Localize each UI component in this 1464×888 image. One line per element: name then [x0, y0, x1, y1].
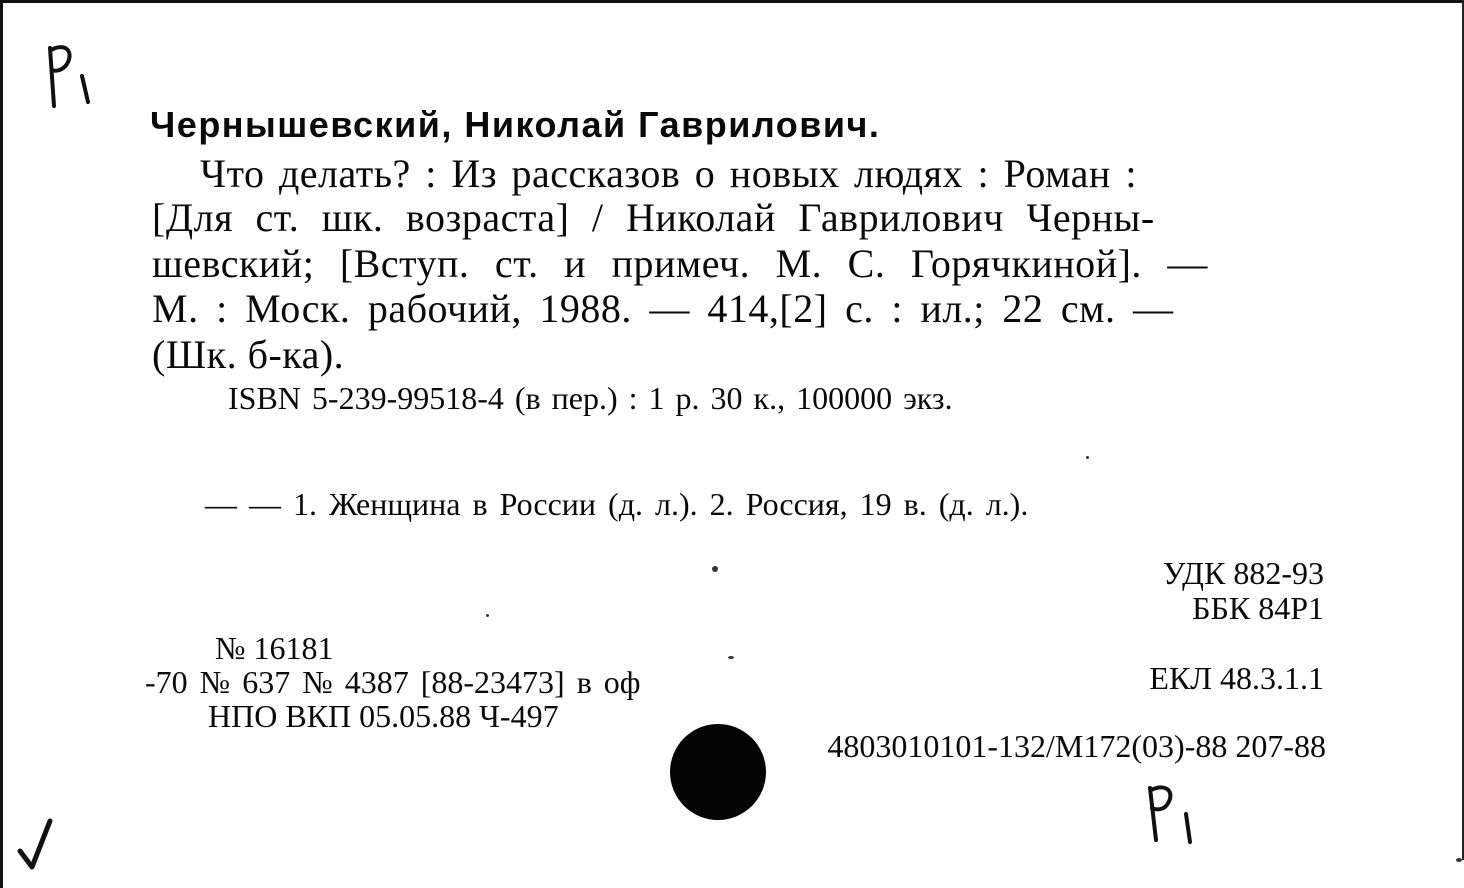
scan-speck	[486, 614, 489, 617]
catalog-code: 4803010101-132/М172(03)-88 207-88	[827, 728, 1326, 764]
description-line-5: (Шк. б-ка).	[152, 332, 345, 377]
npo-line: НПО ВКП 05.05.88 Ч-497	[208, 698, 559, 734]
scan-speck	[712, 566, 718, 572]
udk-code: УДК 882-93	[1162, 555, 1324, 591]
isbn-line: ISBN 5-239-99518-4 (в пер.) : 1 р. 30 к., 100000 экз.	[228, 380, 953, 416]
order-line: -70 № 637 № 4387 [88-23473] в оф	[145, 664, 641, 700]
punch-hole	[670, 724, 766, 820]
subject-headings: — — 1. Женщина в России (д. л.). 2. Россия, 19 в. (д. л.).	[205, 486, 1029, 522]
handwritten-check-icon	[14, 815, 64, 875]
ekl-code: ЕКЛ 48.3.1.1	[1149, 660, 1324, 696]
description-line-2: [Для ст. шк. возраста] / Николай Гаврилович Черны-	[152, 195, 1155, 240]
description-line-1: Что делать? : Из рассказов о новых людях : Роман :	[200, 151, 1137, 196]
scan-speck	[728, 656, 734, 659]
description-line-3: шевский; [Вступ. ст. и примеч. М. С. Горячкиной]. —	[152, 241, 1208, 286]
handwritten-p1-mark-bottom	[1140, 780, 1210, 850]
description-line-4: М. : Моск. рабочий, 1988. — 414,[2] с. : ил.; 22 см. —	[152, 286, 1174, 331]
handwritten-p1-mark-top	[40, 40, 100, 115]
scan-speck	[1086, 456, 1089, 459]
bbk-code: ББК 84Р1	[1192, 590, 1324, 626]
registry-number: № 16181	[215, 630, 334, 666]
scan-speck	[1456, 858, 1462, 862]
card-border-left	[0, 0, 3, 888]
author-heading: Чернышевский, Николай Гаврилович.	[150, 104, 881, 145]
card-border-top	[0, 0, 1464, 3]
